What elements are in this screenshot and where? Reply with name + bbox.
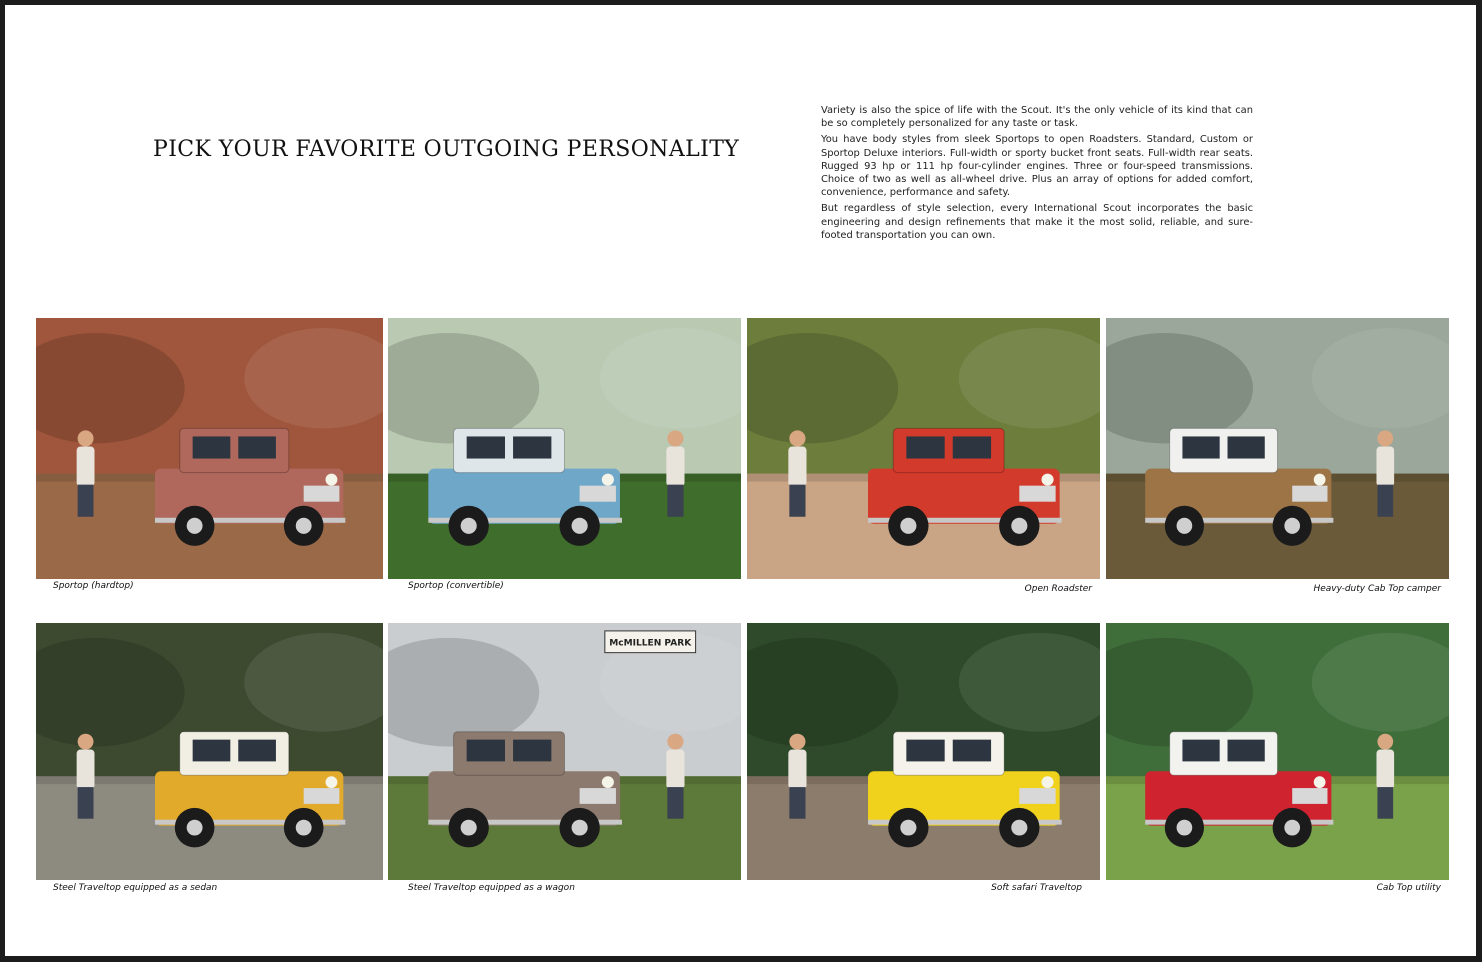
hubcap <box>900 820 916 836</box>
hubcap <box>461 518 477 534</box>
hubcap <box>187 518 203 534</box>
person-legs <box>78 485 94 517</box>
window <box>1182 740 1219 762</box>
hubcap <box>572 820 588 836</box>
sign-text: McMILLEN PARK <box>609 638 692 649</box>
headlight <box>1042 474 1054 486</box>
caption: Soft safari Traveltop <box>991 883 1082 893</box>
body-copy <box>821 104 1253 245</box>
person-head <box>789 734 805 750</box>
window <box>238 740 276 762</box>
person-legs <box>78 787 94 819</box>
person-head <box>667 430 683 446</box>
person-head <box>78 734 94 750</box>
headlight <box>325 776 337 788</box>
paragraph: Variety is also the spice of life with the Scout. It's the only vehicle of its kind that can be so completely personalized for any taste or task. <box>821 105 1253 130</box>
window <box>953 740 991 762</box>
person-body <box>666 750 684 790</box>
person-head <box>1377 430 1393 446</box>
caption: Steel Traveltop equipped as a wagon <box>408 883 575 893</box>
grille <box>1019 788 1055 804</box>
grille <box>304 486 340 502</box>
person-head <box>789 430 805 446</box>
window <box>1182 436 1219 458</box>
headlight <box>1314 776 1326 788</box>
page-title: PICK YOUR FAVORITE OUTGOING PERSONALITY <box>153 137 740 162</box>
hubcap <box>1284 820 1300 836</box>
headlight <box>1042 776 1054 788</box>
grille <box>580 486 616 502</box>
caption: Heavy-duty Cab Top camper <box>1313 584 1441 594</box>
photo-sportop-hardtop <box>36 318 383 579</box>
photo-traveltop-sedan <box>36 623 383 880</box>
person-body <box>77 446 95 486</box>
hubcap <box>1177 518 1193 534</box>
headlight <box>1314 474 1326 486</box>
photo-illustration <box>36 318 383 579</box>
park-sign <box>605 631 696 653</box>
caption: Open Roadster <box>1024 584 1092 594</box>
photo-illustration <box>747 623 1100 880</box>
caption: Cab Top utility <box>1376 883 1441 893</box>
window <box>467 436 505 458</box>
photo-open-roadster <box>747 318 1100 579</box>
hubcap <box>572 518 588 534</box>
person-head <box>78 430 94 446</box>
grille <box>1292 788 1327 804</box>
person-body <box>788 446 806 486</box>
person-legs <box>1377 787 1393 819</box>
person-body <box>77 750 95 790</box>
window <box>467 740 505 762</box>
photo-illustration <box>1106 623 1449 880</box>
window <box>906 436 944 458</box>
headlight <box>602 776 614 788</box>
person-body <box>788 750 806 790</box>
hubcap <box>296 820 312 836</box>
photo-illustration <box>388 318 741 579</box>
photo-traveltop-wagon <box>388 623 741 880</box>
grille <box>580 788 616 804</box>
paragraph: You have body styles from sleek Sportops to open Roadsters. Standard, Custom or Sportop Deluxe interiors. Full-width or sporty bucket front seats. Full-width rear seats. Rugged 93 hp or 111 hp four-cylinder engines. Three or four-speed transmissions. Choice of two as well as all-wheel drive. Plus an array of options for added comfort, convenience, performance and safety. <box>821 134 1253 199</box>
caption: Sportop (convertible) <box>408 581 504 591</box>
person-head <box>667 734 683 750</box>
window <box>193 436 231 458</box>
photo-cab-top-utility <box>1106 623 1449 880</box>
person-legs <box>667 485 683 517</box>
photo-sportop-convertible <box>388 318 741 579</box>
grille <box>304 788 340 804</box>
photo-illustration <box>36 623 383 880</box>
person-body <box>666 446 684 486</box>
brochure-page <box>5 5 1476 956</box>
hubcap <box>1011 518 1027 534</box>
caption: Sportop (hardtop) <box>53 581 134 591</box>
hubcap <box>296 518 312 534</box>
person-legs <box>667 787 683 819</box>
headlight <box>325 474 337 486</box>
paragraph: But regardless of style selection, every International Scout incorporates the basic engineering and design refinements that make it the most solid, reliable, and sure-footed transportation you can own. <box>821 203 1253 241</box>
window <box>1228 740 1265 762</box>
person-body <box>1376 750 1394 790</box>
caption: Steel Traveltop equipped as a sedan <box>53 883 218 893</box>
window <box>238 436 276 458</box>
grille <box>1292 486 1327 502</box>
hubcap <box>1177 820 1193 836</box>
hubcap <box>900 518 916 534</box>
window <box>1228 436 1265 458</box>
hubcap <box>461 820 477 836</box>
person-legs <box>789 787 805 819</box>
hubcap <box>1011 820 1027 836</box>
person-legs <box>1377 485 1393 517</box>
person-head <box>1377 734 1393 750</box>
person-legs <box>789 485 805 517</box>
window <box>906 740 944 762</box>
window <box>193 740 231 762</box>
hubcap <box>1284 518 1300 534</box>
window <box>513 740 551 762</box>
grille <box>1019 486 1055 502</box>
photo-illustration <box>747 318 1100 579</box>
person-body <box>1376 446 1394 486</box>
window <box>513 436 551 458</box>
photo-illustration <box>388 623 741 880</box>
photo-cab-top-camper <box>1106 318 1449 579</box>
hubcap <box>187 820 203 836</box>
photo-soft-safari-traveltop <box>747 623 1100 880</box>
headlight <box>602 474 614 486</box>
photo-illustration <box>1106 318 1449 579</box>
window <box>953 436 991 458</box>
